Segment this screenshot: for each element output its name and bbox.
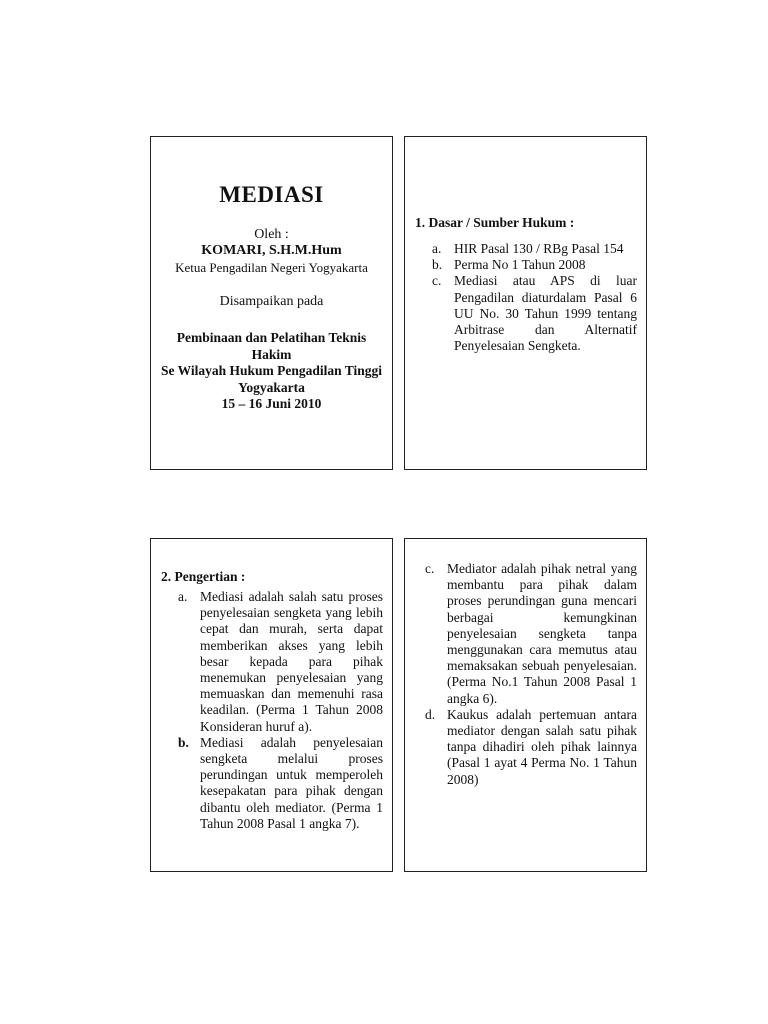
list-item: [425, 707, 637, 788]
definitions-list-continued: [425, 561, 637, 788]
definitions-list: [178, 589, 383, 832]
by-label: Oleh :: [254, 227, 289, 242]
section-heading: 1. Dasar / Sumber Hukum :: [415, 215, 575, 230]
list-item-text: Mediasi adalah salah satu proses penyelesaian sengketa yang lebih cepat dan murah, serta dapat memberikan akses yang lebih besar kepada para pihak menemukan penyelesaian yang memuaskan dan memenuhi rasa keadilan. (Perma 1 Tahun 2008 Konsideran huruf a).: [200, 589, 383, 734]
presented-label: Disampaikan pada: [219, 294, 324, 309]
list-item-text: Kaukus adalah pertemuan antara mediator dengan salah satu pihak tanpa dihadiri oleh pihak lainnya (Pasal 1 ayat 4 Perma No. 1 Tahun 2008): [447, 706, 637, 787]
list-marker: d.: [425, 706, 436, 722]
list-item-text: Mediasi atau APS di luar Pengadilan diaturdalam Pasal 6 UU No. 30 Tahun 1999 tentang Arbitrase dan Alternatif Penyelesaian Sengketa.: [454, 273, 637, 354]
list-marker: b.: [178, 734, 189, 750]
list-item: [425, 561, 637, 707]
list-item-text: HIR Pasal 130 / RBg Pasal 154: [454, 241, 624, 256]
list-marker: a.: [178, 589, 188, 604]
list-marker: c.: [425, 561, 435, 576]
list-marker: c.: [432, 273, 442, 289]
event-line-2: Se Wilayah Hukum Pengadilan Tinggi Yogyakarta: [160, 363, 383, 395]
event-date: 15 – 16 Juni 2010: [221, 396, 322, 411]
list-marker: b.: [432, 257, 443, 273]
slide-title: [150, 136, 393, 470]
list-marker: a.: [432, 241, 442, 256]
list-item: [432, 257, 637, 273]
list-item-text: Mediasi adalah penyelesaian sengketa melalui proses perundingan untuk memperoleh kesepakatan para pihak dengan dibantu oleh mediator. (Perma 1 Tahun 2008 Pasal 1 angka 7).: [200, 734, 383, 831]
slide-legal-basis: [404, 136, 647, 470]
slide-definitions-continued: [404, 538, 647, 872]
author-role: Ketua Pengadilan Negeri Yogyakarta: [175, 260, 368, 275]
slide-title-heading: MEDIASI: [219, 182, 324, 207]
list-item-text: Perma No 1 Tahun 2008: [454, 257, 586, 273]
author-name: KOMARI, S.H.M.Hum: [201, 243, 342, 258]
section-heading: 2. Pengertian :: [161, 569, 246, 584]
list-item: [178, 735, 383, 832]
list-item: [432, 273, 637, 354]
slide-definitions: [150, 538, 393, 872]
list-item: [178, 589, 383, 735]
list-item-text: Mediator adalah pihak netral yang membantu para pihak dalam proses perundingan guna mencari berbagai kemungkinan penyelesaian sengketa tanpa menggunakan cara memutus atau memaksakan sebuah penyelesaian. (Perma No.1 Tahun 2008 Pasal 1 angka 6).: [447, 561, 637, 706]
legal-basis-list: [432, 241, 637, 354]
list-item: [432, 241, 637, 257]
event-info: [159, 330, 384, 413]
event-line-1: Pembinaan dan Pelatihan Teknis Hakim: [176, 330, 367, 362]
